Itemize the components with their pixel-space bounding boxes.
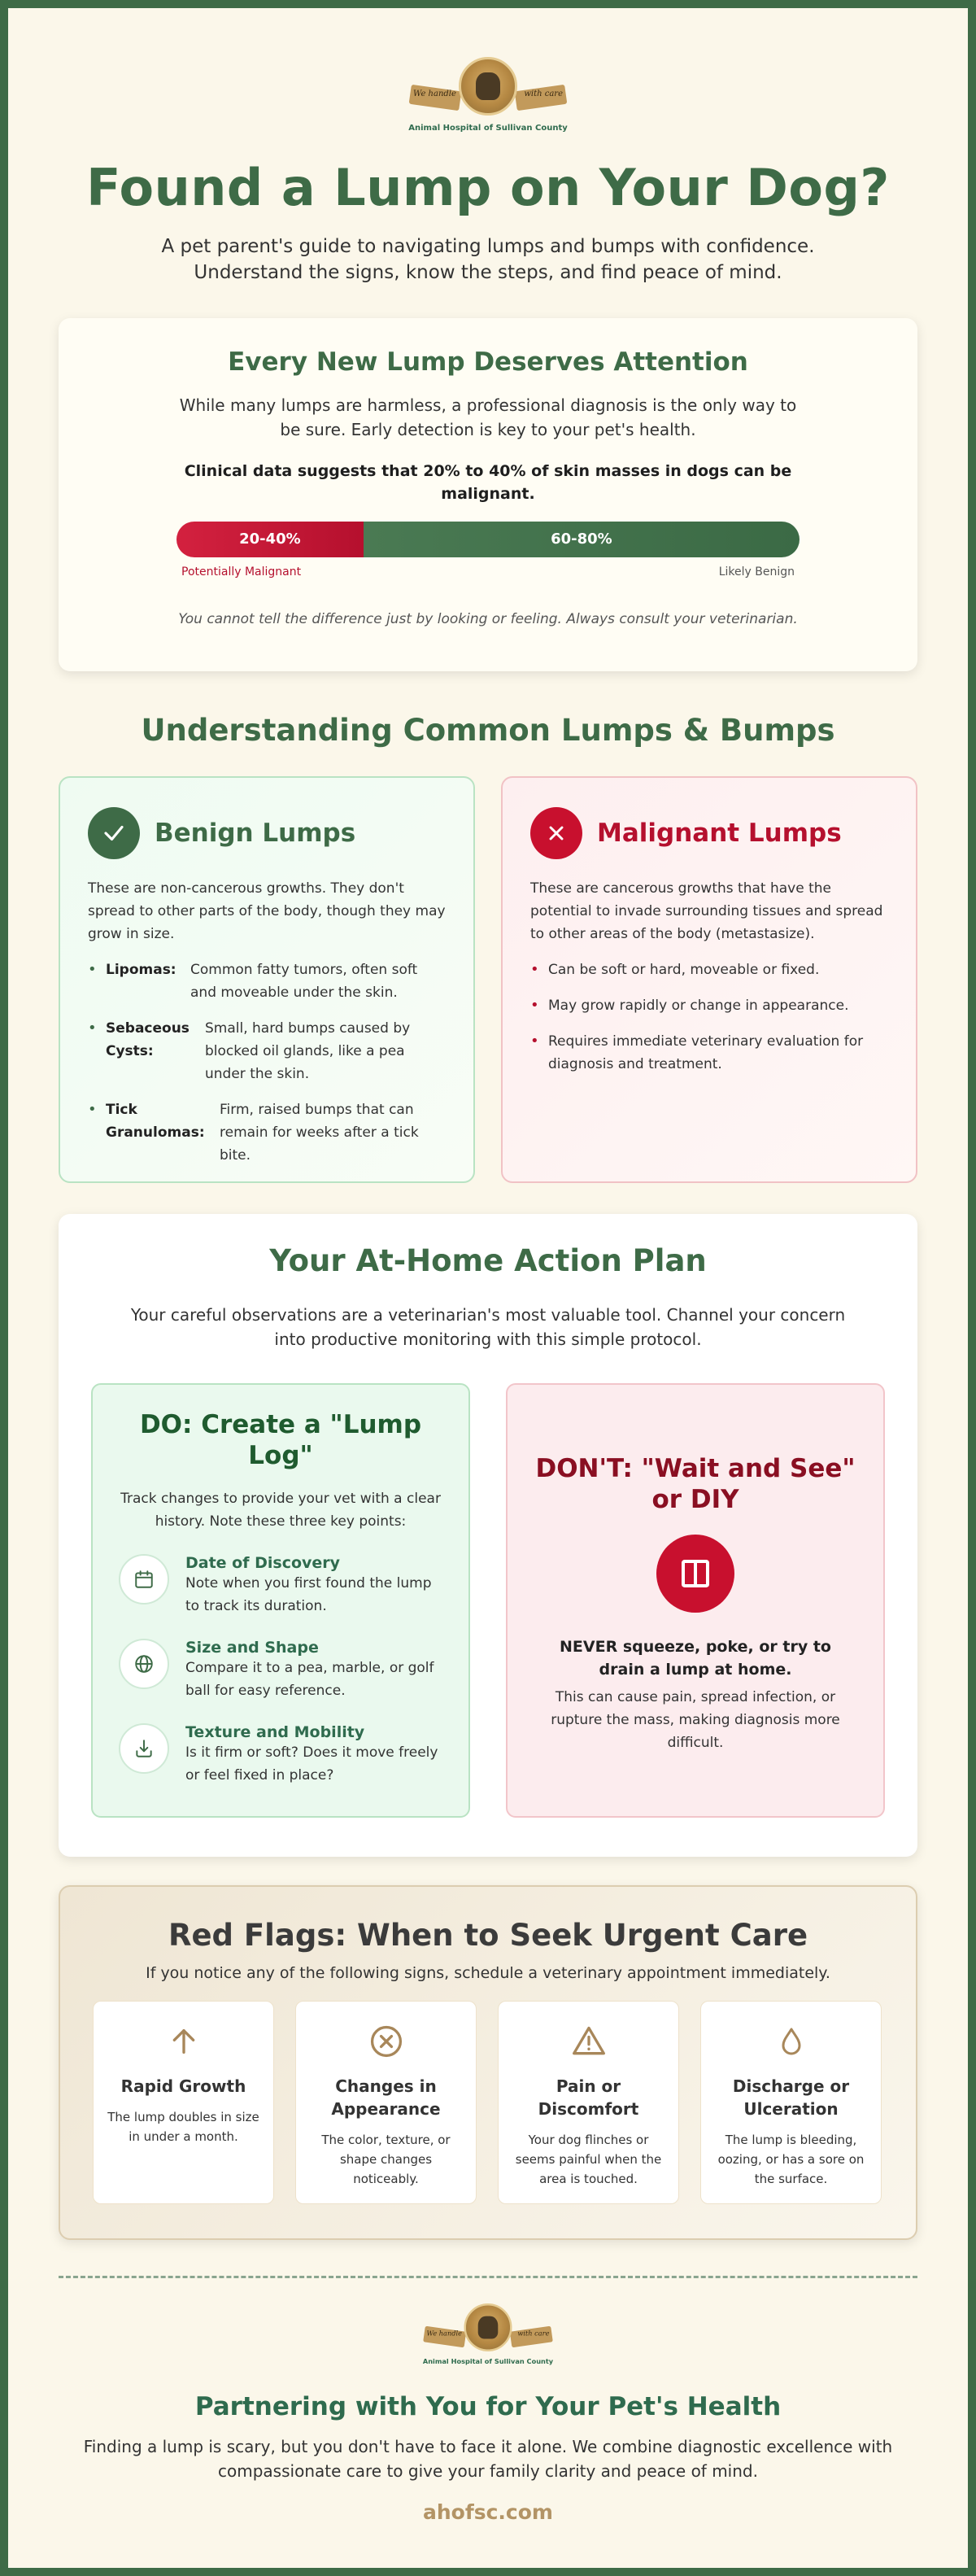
logo-seal	[459, 57, 517, 116]
footer-text-line-1: Finding a lump is scary, but you don't have to face it alone. We combine diagnostic excellence with	[83, 2437, 893, 2456]
do-item-date	[112, 1554, 449, 1618]
hospital-name: Animal Hospital of Sullivan County	[422, 2358, 554, 2366]
page-frame	[8, 8, 968, 2568]
list-item-term: • Lipomas:	[106, 962, 176, 978]
benign-title: Benign Lumps	[155, 819, 356, 848]
benign-segment: 60-80%	[364, 522, 800, 557]
do-item-text: Compare it to a pea, marble, or golf ball for easy reference.	[185, 1660, 434, 1699]
malignant-segment: 20-40%	[176, 522, 364, 557]
flag-text: The lump is bleeding, oozing, or has a sore on the surface.	[717, 2133, 865, 2186]
red-flags-intro: If you notice any of the following signs, schedule a veterinary appointment immediately.	[146, 1964, 830, 1982]
list-item-text: Common fatty tumors, often soft and moveable under the skin.	[190, 962, 418, 1001]
action-plan-intro: Your careful observations are a veterinarian's most valuable tool. Channel your concern into productive monitoring with this simple protocol.	[130, 1305, 846, 1349]
list-item: • Can be soft or hard, moveable or fixed.	[530, 958, 888, 981]
warning-icon	[512, 2021, 665, 2062]
list-item-text: Firm, raised bumps that can remain for weeks after a tick bite.	[220, 1102, 419, 1164]
flag-title: Rapid Growth	[120, 2076, 246, 2096]
red-flags-title: Red Flags: When to Seek Urgent Care	[168, 1918, 808, 1953]
logo-banner-right-text: with care	[524, 90, 563, 98]
list-item	[88, 1098, 446, 1167]
attention-note: You cannot tell the difference just by looking or feeling. Always consult your veterinarian.	[178, 611, 798, 627]
page-title: Found a Lump on Your Dog?	[86, 158, 890, 217]
footer-text	[8, 2434, 968, 2483]
attention-text: While many lumps are harmless, a professional diagnosis is the only way to be sure. Early detection is key to your pet's health.	[179, 395, 797, 439]
flag-text: Your dog flinches or seems painful when the area is touched.	[515, 2133, 662, 2186]
red-flags-list	[93, 2001, 882, 2204]
bar-captions	[176, 565, 800, 579]
download-icon	[119, 1723, 169, 1774]
footer-text-line-2: compassionate care to give your family clarity and peace of mind.	[218, 2461, 758, 2481]
x-icon	[530, 807, 582, 859]
benign-list	[88, 958, 446, 1167]
do-item-title: Texture and Mobility	[185, 1723, 365, 1741]
list-item: • May grow rapidly or change in appearance.	[530, 994, 888, 1017]
footer-divider	[59, 2276, 917, 2278]
list-item	[88, 1017, 446, 1085]
dont-warning: NEVER squeeze, poke, or try to drain a lump at home.	[560, 1638, 831, 1679]
dont-title: DON'T: "Wait and See" or DIY	[535, 1454, 856, 1514]
flag-text: The lump doubles in size in under a month.	[107, 2110, 259, 2144]
do-item-text: Note when you first found the lump to track its duration.	[185, 1575, 432, 1614]
logo-banner-left-text: We handle	[413, 90, 456, 98]
malignant-caption: Potentially Malignant	[181, 565, 302, 579]
logo-seal	[464, 2303, 512, 2351]
malignant-header	[530, 807, 888, 859]
arrow-up-icon	[107, 2021, 260, 2062]
dont-text: This can cause pain, spread infection, or rupture the mass, making diagnosis more difficult.	[551, 1689, 840, 1751]
do-card	[91, 1383, 470, 1818]
flag-card	[93, 2001, 274, 2204]
do-item-size	[112, 1639, 449, 1702]
benign-description: These are non-cancerous growths. They don't spread to other parts of the body, though they may grow in size.	[88, 880, 446, 942]
do-item-text: Is it firm or soft? Does it move freely or feel fixed in place?	[185, 1744, 438, 1784]
list-item-text: Small, hard bumps caused by blocked oil glands, like a pea under the skin.	[205, 1020, 411, 1082]
logo-banner-left-text: We handle	[426, 2329, 462, 2338]
website-link[interactable]: ahofsc.com	[423, 2500, 553, 2524]
check-icon	[88, 807, 140, 859]
malignant-description: These are cancerous growths that have the potential to invade surrounding tissues and spread to other areas of the body (metastasize).	[530, 880, 883, 942]
hospital-name: Animal Hospital of Sullivan County	[408, 124, 568, 133]
subtitle-line-2: Understand the signs, know the steps, and find peace of mind.	[194, 262, 782, 283]
flag-title: Changes in Appearance	[331, 2076, 441, 2119]
flag-card	[498, 2001, 679, 2204]
x-circle-icon	[309, 2021, 463, 2062]
red-flags-card	[59, 1885, 917, 2240]
globe-icon	[119, 1639, 169, 1689]
flag-title: Pain or Discomfort	[538, 2076, 639, 2119]
benign-header	[88, 807, 446, 859]
footer-title: Partnering with You for Your Pet's Health	[194, 2392, 782, 2421]
drop-icon	[714, 2021, 868, 2062]
attention-title: Every New Lump Deserves Attention	[228, 347, 748, 377]
flag-card	[295, 2001, 477, 2204]
pause-icon	[656, 1535, 734, 1613]
benign-caption: Likely Benign	[718, 565, 795, 579]
list-item	[88, 958, 446, 1004]
do-item-title: Size and Shape	[185, 1639, 319, 1657]
do-title: DO: Create a "Lump Log"	[139, 1410, 422, 1470]
attention-card	[59, 318, 917, 671]
flag-title: Discharge or Ulceration	[732, 2076, 850, 2119]
do-item-title: Date of Discovery	[185, 1554, 341, 1572]
malignant-title: Malignant Lumps	[597, 819, 842, 848]
dont-card	[506, 1383, 885, 1818]
footer-logo	[94, 2303, 882, 2370]
flag-text: The color, texture, or shape changes noticeably.	[321, 2133, 451, 2186]
action-plan-card	[59, 1214, 917, 1857]
benign-card	[59, 776, 475, 1183]
list-item-term: • Sebaceous Cysts:	[106, 1020, 190, 1059]
hospital-logo	[405, 57, 571, 138]
do-intro: Track changes to provide your vet with a clear history. Note these three key points:	[120, 1491, 441, 1530]
flag-card	[700, 2001, 882, 2204]
page-subtitle	[8, 234, 968, 286]
calendar-icon	[119, 1554, 169, 1605]
logo-banner-right-text: with care	[517, 2329, 550, 2338]
malignant-card	[501, 776, 917, 1183]
do-item-texture	[112, 1723, 449, 1787]
malignancy-bar	[176, 522, 800, 557]
hospital-logo	[420, 2303, 556, 2370]
action-plan-title: Your At-Home Action Plan	[269, 1243, 707, 1278]
list-item-term: • Tick Granulomas:	[106, 1102, 205, 1141]
subtitle-line-1: A pet parent's guide to navigating lumps and bumps with confidence.	[161, 236, 815, 257]
list-item: • Requires immediate veterinary evaluation for diagnosis and treatment.	[530, 1030, 888, 1076]
malignant-list	[530, 958, 888, 1076]
attention-stat: Clinical data suggests that 20% to 40% of skin masses in dogs can be malignant.	[184, 462, 792, 503]
understanding-title: Understanding Common Lumps & Bumps	[141, 713, 835, 748]
